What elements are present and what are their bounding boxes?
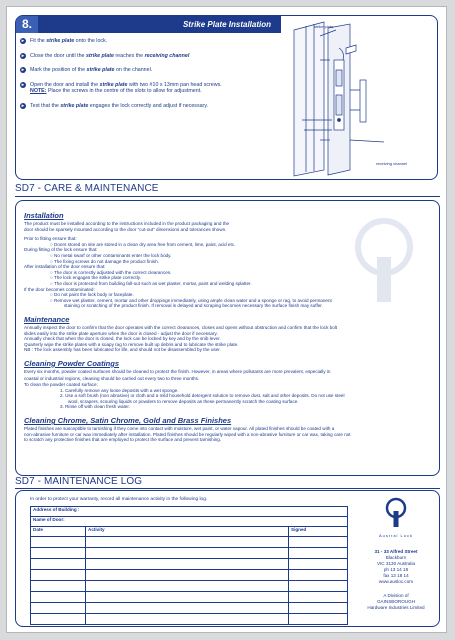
strike-plate-label: strike plate: [314, 24, 334, 29]
log-row[interactable]: [31, 537, 348, 548]
log-row[interactable]: [31, 592, 348, 603]
logo-wordmark: Austral Lock: [378, 533, 413, 538]
step-item: ► Fit the strike plate onto the lock.: [20, 38, 108, 44]
arrow-bullet-icon: ►: [20, 52, 26, 58]
document-page: [6, 6, 447, 633]
door-name-field[interactable]: Name of Door:: [31, 517, 348, 527]
division-info: A Division of GAINSBOROUGH Hardware Industries Limited: [367, 593, 425, 610]
step-item: ► Close the door until the strike plate reaches the receiving channel: [20, 52, 190, 59]
section-divider: [15, 196, 440, 197]
arrow-bullet-icon: ►: [20, 81, 26, 87]
address-field[interactable]: Address of Building :: [31, 507, 348, 517]
receiving-channel-label: receiving channel: [376, 161, 408, 166]
col-signed: Signed: [289, 527, 348, 537]
austral-lock-logo-icon: [383, 497, 409, 529]
step-item: ► Test that the strike plate engages the lock correctly and adjust if necessary.: [20, 102, 209, 109]
arrow-bullet-icon: ►: [20, 38, 26, 43]
maintenance-log-panel: [15, 490, 440, 627]
lock-watermark-icon: [349, 217, 419, 307]
installation-heading: Installation: [24, 211, 64, 220]
log-intro: In order to protect your warranty, record all maintenance activity in the following log.: [30, 497, 208, 502]
strike-plate-illustration: [284, 20, 434, 177]
step-header-bar: [16, 16, 281, 33]
care-maintenance-panel: Installation The product must be installed according to the instructions included in the product packaging and the door should be sparsely mounted according to the door “cut-out” dimensions and tolerances shown. Prior to fitting ensure that: ○ Doors stored on site are stored in a clean dry area free from cement, lime, paint, acid etc. During fitting of the lock ensure that: ○ No metal swarf or other contaminants enter the lock body. ○ The fixing screws do not damage the product finish. After installation of the door ensure that: ○ The door is correctly adjusted with the correct clearances. ○ The lock engages the strike plate correctly. ○ The door is protected from building fall-out such as wet plaster, mortar, paint and welding splatter. If the door becomes contaminated: ○ Do not paint the lock body or faceplate. ○ Remove wet plaster, cement, mortar and other droppings immediately, using ample clean water and a sponge or rag, to avoid permanent staining or scratching of the product finish. If removal is delayed and scraping becomes necessary the surface finish may suffer. Maintenance Annually inspect the door to confirm that the door operates with the correct clearances, closes and opens without obstruction and confirm that the lock bolt slides easily into the strike plate aperture when the door is closed - adjust the door if necessary. Annually check that when the door is closed, the lock can be locked by key and by the snib lever. Quarterly wipe the strike plates with a soapy rag to remove built up debris and to lubricate the strike plate. NB : The lock assembly has been lubricated for life, and should not be disassembled by the user. Cleaning Powder Coatings Every six months, powder coated surfaces should be cleaned to protect the finish. However, in areas where pollutants are more prevalent, especially in coastal or industrial regions, cleaning should be carried out every two to three months. To clean the powder coated surface: 1. Carefully remove any loose deposits with a wet sponge. 2. Use a soft brush (non abrasive) or cloth and a mild household detergent solution to remove dust, salt and other deposits. Do not use steel wool, scrapers, scouring liquids or powders to remove deposits as these permanently scratch the coating surface. 3. Rinse off with clean fresh water. Cleaning Chrome, Satin Chrome, Gold and Brass Finishes Plated finishes are susceptible to tarnishing if they come into contact with moisture, wet paint, or water vapour. All plated finishes should be coated with a non-abrasive furniture or car wax immediately after installation. Plated finishes should be regularly wiped with a non-abrasive furniture or car wax, taking care not to scratch any protective finishes that are employed to protect the surface and prevent tarnishing.: [15, 200, 440, 476]
website-link[interactable]: www.ausloc.com: [378, 579, 414, 584]
arrow-bullet-icon: ►: [20, 67, 26, 72]
col-date: Date: [31, 527, 86, 537]
step-item: ► Open the door and install the strike plate with two #10 x 13mm pan head screws. NOTE: Place the screws in the centre of the slots to allow for adjustment.: [20, 81, 222, 94]
powder-coatings-heading: Cleaning Powder Coatings: [24, 358, 120, 368]
step-number: 8.: [16, 16, 38, 33]
step-title: Strike Plate Installation: [182, 20, 271, 29]
chrome-finishes-heading: Cleaning Chrome, Satin Chrome, Gold and Brass Finishes: [24, 416, 232, 426]
maintenance-log-table: [30, 506, 348, 625]
care-maintenance-heading: SD7 - CARE & MAINTENANCE: [15, 183, 159, 194]
col-activity: Activity: [86, 527, 289, 537]
log-row[interactable]: [31, 581, 348, 592]
log-row[interactable]: [31, 548, 348, 559]
company-info: [356, 497, 436, 611]
log-row[interactable]: [31, 559, 348, 570]
section-divider: [15, 488, 440, 489]
step-list: [20, 38, 282, 117]
maintenance-log-heading: SD7 - MAINTENANCE LOG: [15, 476, 143, 487]
log-row[interactable]: [31, 614, 348, 625]
strike-plate-installation-panel: [15, 15, 438, 180]
maintenance-heading: Maintenance: [24, 314, 70, 324]
log-row[interactable]: [31, 570, 348, 581]
step-item: ► Mark the position of the strike plate on the channel.: [20, 67, 153, 73]
company-address: 31 - 33 Alfred Street Blackburn VIC 3130 Australia ph 13 14 18 fax 13 18 14 www.ausloc.com: [356, 549, 436, 585]
arrow-bullet-icon: ►: [20, 102, 26, 108]
log-row[interactable]: [31, 603, 348, 614]
